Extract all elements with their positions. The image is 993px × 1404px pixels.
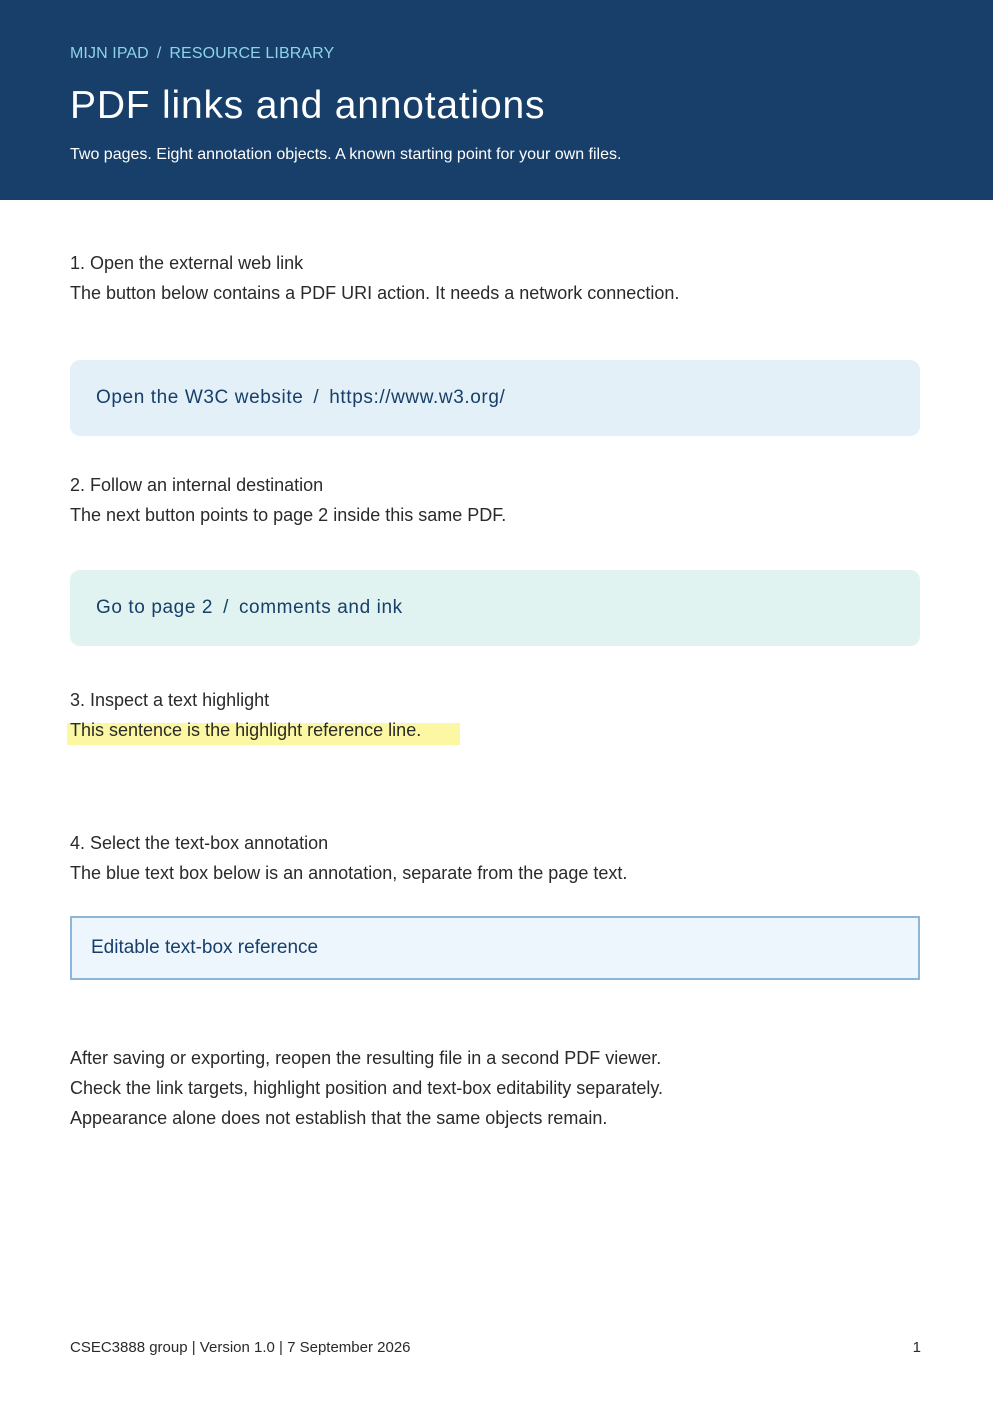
closing-line-3: Appearance alone does not establish that the same objects remain.	[70, 1108, 608, 1128]
text-box-content: Editable text-box reference	[91, 937, 319, 958]
section-4-heading: 4. Select the text-box annotation	[70, 833, 329, 853]
section-2-heading: 2. Follow an internal destination	[70, 475, 324, 495]
page-title: PDF links and annotations	[70, 84, 546, 127]
web-link-separator: /	[313, 387, 320, 408]
section-1-heading: 1. Open the external web link	[70, 253, 304, 273]
web-link-label: Open the W3C website	[96, 387, 304, 408]
section-2-body: The next button points to page 2 inside this same PDF.	[70, 505, 507, 525]
web-link-url: https://www.w3.org/	[329, 387, 506, 408]
section-1-body: The button below contains a PDF URI action. It needs a network connection.	[70, 283, 680, 303]
highlight-reference-line: This sentence is the highlight reference line.	[70, 720, 422, 740]
text-box-annotation[interactable]	[70, 916, 920, 980]
breadcrumb	[70, 45, 334, 63]
section-4-body: The blue text box below is an annotation, separate from the page text.	[70, 863, 628, 883]
closing-line-1: After saving or exporting, reopen the resulting file in a second PDF viewer.	[70, 1048, 662, 1068]
internal-destination-button[interactable]	[70, 570, 920, 646]
page-number: 1	[912, 1339, 921, 1356]
breadcrumb-item-resource-library[interactable]: RESOURCE LIBRARY	[169, 45, 335, 62]
internal-link-separator: /	[223, 597, 229, 618]
page-subtitle: Two pages. Eight annotation objects. A known starting point for your own files.	[70, 146, 622, 163]
breadcrumb-item-mijn-ipad[interactable]: MIJN IPAD	[70, 45, 149, 62]
internal-link-target: comments and ink	[238, 597, 403, 618]
external-web-link-button[interactable]	[70, 360, 920, 436]
closing-line-2: Check the link targets, highlight position and text-box editability separately.	[70, 1078, 663, 1098]
breadcrumb-separator: /	[156, 45, 162, 62]
footer-info: CSEC3888 group | Version 1.0 | 7 September 2026	[70, 1339, 411, 1356]
internal-link-label: Go to page 2	[96, 597, 214, 618]
page-header	[0, 0, 993, 200]
section-3-heading: 3. Inspect a text highlight	[70, 690, 270, 710]
